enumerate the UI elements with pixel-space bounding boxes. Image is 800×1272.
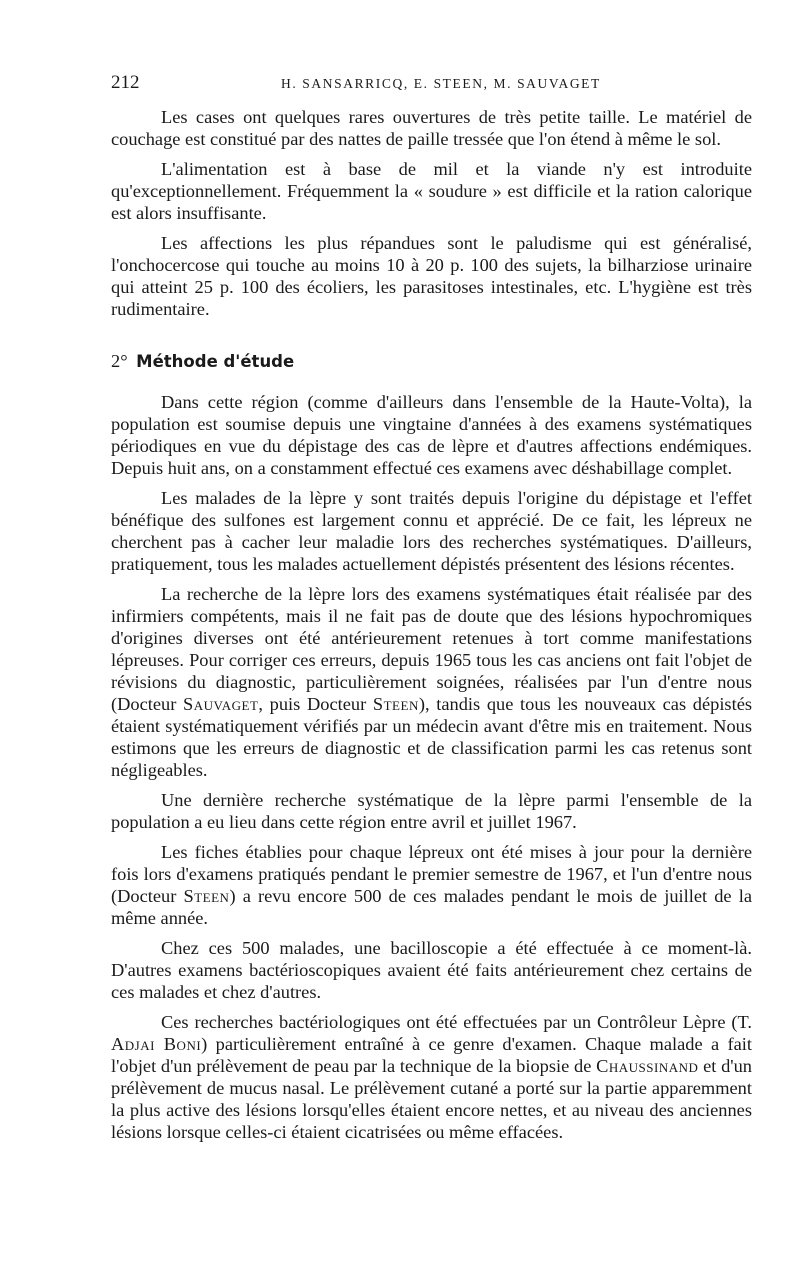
paragraph-bacilloscopy: Chez ces 500 malades, une bacilloscopie a été effectuée à ce moment-là. D'autres examens bactérioscopiques avaient été faits antérieurement chez certains de ces malades et chez d'autres.	[111, 938, 752, 1002]
paragraph-last-search: Une dernière recherche systématique de la lèpre parmi l'ensemble de la population a eu lieu dans cette région entre avril et juillet 1967.	[111, 790, 752, 832]
text-segment: ) a revu encore 500 de ces malades pendant le mois de juillet de la même année.	[111, 886, 752, 928]
author-name-chaussinand: Chaussinand	[596, 1056, 699, 1076]
intro-paragraph-diseases: Les affections les plus répandues sont le paludisme qui est généralisé, l'onchocercose qui touche au moins 10 à 20 p. 100 des sujets, la bilharziose urinaire qui atteint 25 p. 100 des écoliers, les parasitoses intestinales, etc. L'hygiène est très rudimentaire.	[111, 233, 752, 319]
text-segment: Les fiches établies pour chaque lépreux ont été mises à jour pour la dernière fois lors d'examens pratiqués pendant le premier semestre de 1967, et l'un d'entre nous (Docteur	[111, 842, 752, 906]
paragraph-records-update	[111, 841, 752, 929]
author-name-steen: Steen	[372, 694, 419, 714]
paragraph-treatment: Les malades de la lèpre y sont traités depuis l'origine du dépistage et l'effet bénéfique des sulfones est largement connu et apprécié. De ce fait, les lépreux ne cherchent pas à cacher leur maladie lors des recherches systématiques. D'ailleurs, pratiquement, tous les malades actuellement dépistés présentent des lésions récentes.	[111, 488, 752, 574]
intro-paragraph-food: L'alimentation est à base de mil et la viande n'y est introduite qu'exceptionnellement. Fréquemment la « soudure » est difficile et la ration calorique est alors insuffisante.	[111, 159, 752, 223]
running-head	[111, 72, 752, 100]
text-segment: et d'un prélèvement de mucus nasal. Le prélèvement cutané a porté sur la partie apparemment la plus active des lésions lorsqu'elles étaient encore nettes, et au niveau des anciennes lésions lorsque celles-ci étaient cicatrisées ou même effacées.	[111, 1056, 752, 1142]
text-segment: ) particulièrement entraîné à ce genre d'examen. Chaque malade a fait l'objet d'un prélèvement de peau par la technique de la biopsie de	[111, 1034, 752, 1076]
author-name-sauvaget: Sauvaget	[183, 694, 259, 714]
section-number: 2°	[111, 351, 128, 371]
controller-name-adjai-boni: Adjai Boni	[111, 1034, 202, 1054]
page	[111, 72, 752, 1151]
text-segment: Ces recherches bactériologiques ont été effectuées par un Contrôleur Lèpre (T.	[161, 1012, 752, 1032]
page-number: 212	[111, 72, 140, 93]
paragraph-diagnosis-revision	[111, 583, 752, 781]
paragraph-bacteriological-methods	[111, 1011, 752, 1143]
text-segment: , puis Docteur	[258, 694, 373, 714]
section-title: Méthode d'étude	[136, 352, 295, 371]
paragraph-population-exams: Dans cette région (comme d'ailleurs dans l'ensemble de la Haute-Volta), la population est soumise depuis une vingtaine d'années à des examens systématiques périodiques en vue du dépistage des cas de lèpre et d'autres affections endémiques. Depuis huit ans, on a constamment effectué ces examens avec déshabillage complet.	[111, 392, 752, 478]
text-segment: La recherche de la lèpre lors des examens systématiques était réalisée par des infirmiers compétents, mais il ne fait pas de doute que des lésions hypochromiques d'origines diverses ont été antérieurement retenues à tort comme manifestations lépreuses. Pour corriger ces erreurs, depuis 1965 tous les cas anciens ont fait l'objet de révisions du diagnostic, particulièrement soignées, réalisées par l'un d'entre nous (Docteur	[111, 584, 752, 714]
author-name-steen: Steen	[183, 886, 230, 906]
text-segment: ), tandis que tous les nouveaux cas dépistés étaient systématiquement vérifiés par un médecin avant d'être mis en traitement. Nous estimons que les erreurs de diagnostic et de classification parmi les cas retenus sont négligeables.	[111, 694, 753, 780]
running-head-authors: H. SANSARRICQ, E. STEEN, M. SAUVAGET	[281, 76, 601, 91]
section-heading	[111, 350, 752, 373]
intro-paragraph-housing: Les cases ont quelques rares ouvertures de très petite taille. Le matériel de couchage est constitué par des nattes de paille tressée que l'on étend à même le sol.	[111, 107, 752, 149]
